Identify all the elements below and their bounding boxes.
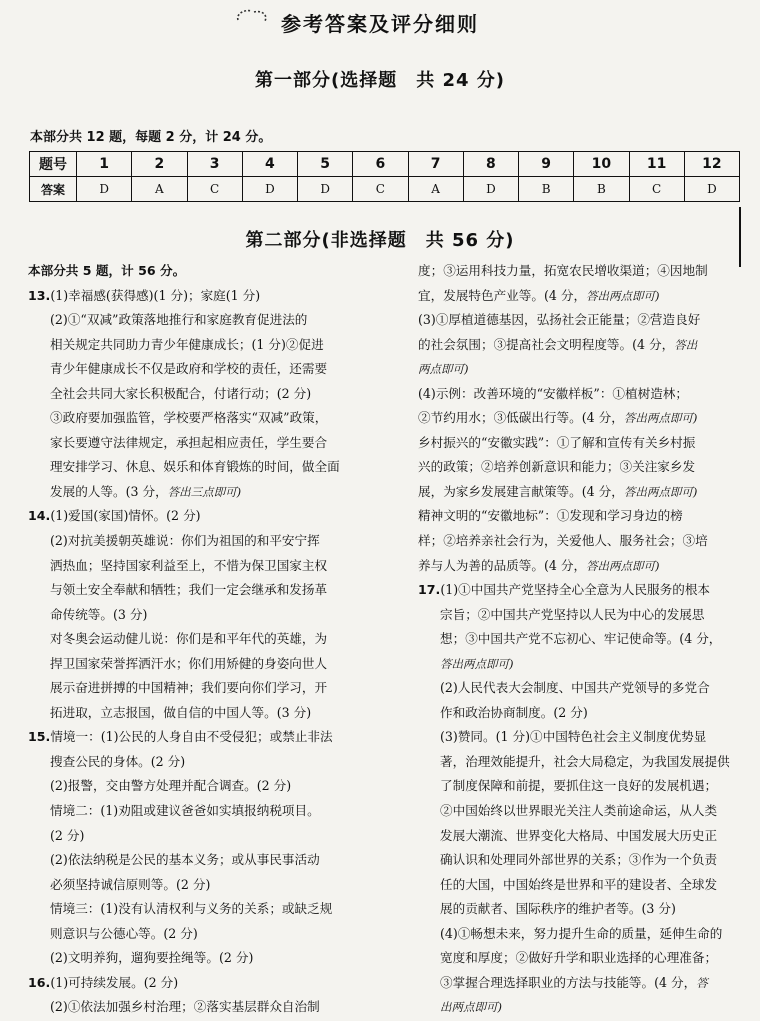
- row-label-answer: 答案: [30, 177, 77, 202]
- answer-line: [418, 848, 744, 873]
- answer-text: 捍卫国家荣誉挥洒汗水；你们用矫健的身姿向世人: [50, 655, 328, 671]
- answer-line: [418, 799, 744, 824]
- answer-text: 样；②培养亲社会行为，关爱他人、服务社会；③培: [418, 533, 708, 549]
- answer-line: [418, 603, 744, 628]
- answer-line: [418, 406, 744, 431]
- answer-line: [28, 284, 388, 309]
- answer-line: [28, 504, 388, 529]
- answer-line: [418, 284, 744, 309]
- answer-text: 想；③中国共产党不忘初心、牢记使命等。(4 分，: [440, 631, 722, 647]
- answer-line: [418, 971, 744, 996]
- answer-text: 宗旨；②中国共产党坚持以人民为中心的发展思: [440, 606, 705, 622]
- answer-line: [28, 431, 388, 456]
- answer-text: 则意识与公德心等。(2 分): [50, 925, 198, 941]
- answer-text: 宜，发展特色产业等。(4 分，: [418, 287, 587, 303]
- answer-line: [28, 652, 388, 677]
- answer-line: [418, 676, 744, 701]
- answer-cell: D: [298, 177, 353, 202]
- answer-text: (4)示例：改善环境的“安徽样板”：①植树造林；: [418, 385, 688, 401]
- answer-line: [28, 701, 388, 726]
- answer-line: [418, 554, 744, 579]
- answer-line: [28, 382, 388, 407]
- answer-line: [28, 406, 388, 431]
- answer-text: ②中国始终以世界眼光关注人类前途命运，从人类: [440, 803, 718, 819]
- answer-line: [418, 701, 744, 726]
- answer-text: 与领土安全奉献和牺牲；我们一定会继承和发扬革: [50, 582, 328, 598]
- answer-text: 拓进取，立志报国，做自信的中国人等。(3 分): [50, 704, 312, 720]
- question-number-cell: 9: [519, 152, 574, 177]
- answer-line: [418, 308, 744, 333]
- answer-text: 必须坚持诚信原则等。(2 分): [50, 876, 211, 892]
- scoring-note: 答出两点即可): [623, 484, 698, 499]
- answer-line: [28, 774, 388, 799]
- answer-text: (2 分): [50, 827, 85, 843]
- answer-line: [418, 897, 744, 922]
- answer-line: [28, 578, 388, 603]
- answer-text: 命传统等。(3 分): [50, 606, 148, 622]
- answer-text: 搜查公民的身体。(2 分): [50, 753, 186, 769]
- answer-line: [28, 676, 388, 701]
- scoring-note: 两点即可): [418, 362, 469, 377]
- scoring-note: 答出两点即可): [586, 558, 660, 573]
- answer-text: 对冬奥会运动健儿说：你们是和平年代的英雄，为: [50, 631, 328, 647]
- part2-heading: 第二部分(非选择题 共 56 分): [245, 230, 515, 251]
- answer-text: ③政府要加强监管，学校要严格落实“双减”政策，: [50, 410, 328, 426]
- answer-line: [28, 848, 388, 873]
- answer-table-answer-row: [30, 177, 740, 202]
- answer-text: (3)赞同。(1 分)①中国特色社会主义制度优势显: [440, 729, 707, 745]
- answer-text: 情境一：(1)公民的人身自由不受侵犯；或禁止非法: [50, 729, 333, 745]
- answer-text: 养与人为善的品质等。(4 分，: [418, 557, 587, 573]
- answer-line: [418, 627, 744, 652]
- answer-text: 情境三：(1)没有认清权利与义务的关系；或缺乏规: [50, 901, 333, 917]
- question-number-cell: 7: [408, 152, 463, 177]
- part1-heading: 第一部分(选择题 共 24 分): [254, 70, 506, 91]
- answer-text: (1)可持续发展。(2 分): [50, 974, 179, 990]
- question-number-cell: 8: [463, 152, 518, 177]
- answer-table: [29, 151, 740, 202]
- answer-text: 相关规定共同助力青少年健康成长；(1 分)②促进: [50, 336, 324, 352]
- answer-text: ③掌握合理选择职业的方法与技能等。(4 分，: [440, 974, 697, 990]
- question-number: 17.: [418, 582, 441, 598]
- answer-text: 展的贡献者、国际秩序的维护者等。(3 分): [440, 901, 676, 917]
- answer-line: [418, 750, 744, 775]
- answer-cell: C: [187, 177, 242, 202]
- answer-text: 兴的政策；②培养创新意识和能力；③关注家乡发: [418, 459, 696, 475]
- answer-line: [28, 455, 388, 480]
- answer-line: [28, 554, 388, 579]
- answer-text: 发展的人等。(3 分，: [50, 483, 168, 499]
- answer-line: [28, 799, 388, 824]
- answer-text: (1)幸福感(获得感)(1 分)；家庭(1 分): [50, 287, 261, 303]
- answer-cell: C: [353, 177, 408, 202]
- question-number-cell: 5: [298, 152, 353, 177]
- part2-note: 本部分共 5 题，计 56 分。: [28, 263, 186, 278]
- question-number: 15.: [28, 729, 51, 745]
- answer-text: 了制度保障和前提，要抓住这一良好的发展机遇；: [440, 778, 718, 794]
- question-number-cell: 3: [187, 152, 242, 177]
- left-answer-column: [28, 259, 388, 1020]
- answer-text: 宽度和厚度；②做好升学和职业选择的心理准备；: [440, 950, 718, 966]
- answer-line: [418, 774, 744, 799]
- answer-text: 度；③运用科技力量，拓宽农民增收渠道；④因地制: [418, 263, 708, 278]
- answer-line: [28, 824, 388, 849]
- question-number-cell: 12: [684, 152, 739, 177]
- answer-text: 作和政治协商制度。(2 分): [440, 704, 588, 720]
- answer-cell: D: [684, 177, 739, 202]
- answer-cell: D: [77, 177, 132, 202]
- answer-line: [28, 333, 388, 358]
- answer-text: (2)文明养狗，遛狗要拴绳等。(2 分): [50, 950, 254, 966]
- question-number-cell: 10: [574, 152, 629, 177]
- answer-line: [418, 480, 744, 505]
- answer-text: 展示奋进拼搏的中国精神；我们要向你们学习，开: [50, 680, 328, 696]
- answer-text: (2)人民代表大会制度、中国共产党领导的多党合: [440, 680, 710, 696]
- answer-text: (1)爱国(家国)情怀。(2 分): [50, 508, 201, 524]
- answer-text: (3)①厚植道德基因，弘扬社会正能量；②营造良好: [418, 312, 701, 328]
- scoring-note: 答出两点即可): [440, 656, 514, 671]
- answer-text: 青少年健康成长不仅是政府和学校的责任，还需要: [50, 361, 328, 377]
- answer-line: [28, 480, 388, 505]
- answer-line: [418, 529, 744, 554]
- answer-line: [28, 627, 388, 652]
- answer-text: 乡村振兴的“安徽实践”：①了解和宣传有关乡村振: [418, 434, 696, 450]
- question-number: 13.: [28, 287, 51, 303]
- answer-line: [418, 995, 744, 1020]
- answer-line: [418, 357, 744, 382]
- answer-text: (2)对抗美援朝英雄说：你们为祖国的和平安宁挥: [50, 533, 320, 549]
- answer-line: [28, 750, 388, 775]
- scoring-note: 出两点即可): [440, 1000, 502, 1015]
- answer-line: [28, 725, 388, 750]
- answer-text: 洒热血；坚持国家利益至上，不惜为保卫国家主权: [50, 557, 328, 573]
- answer-line: [418, 652, 744, 677]
- answer-cell: A: [132, 177, 187, 202]
- answer-text: ②节约用水；③低碳出行等。(4 分，: [418, 410, 624, 426]
- answer-line: [418, 431, 744, 456]
- answer-line: [28, 971, 388, 996]
- answer-text: 全社会共同大家长积极配合，付诸行动；(2 分): [50, 385, 312, 401]
- question-number: 14.: [28, 508, 51, 524]
- scoring-note: 答出: [674, 337, 698, 352]
- answer-line: [418, 333, 744, 358]
- part1-note: 本部分共 12 题，每题 2 分，计 24 分。: [30, 130, 272, 145]
- answer-line: [418, 824, 744, 849]
- answer-cell: D: [242, 177, 297, 202]
- answer-text: 任的大国，中国始终是世界和平的建设者、全球发: [440, 876, 718, 892]
- answer-line: [418, 578, 744, 603]
- answer-text: 情境二：(1)劝阻或建议爸爸如实填报纳税项目。: [50, 803, 320, 819]
- answer-cell: D: [463, 177, 518, 202]
- answer-text: 著，治理效能提升，社会大局稳定，为我国发展提供: [440, 753, 730, 769]
- answer-line: [418, 725, 744, 750]
- answer-text: 发展大潮流、世界变化大格局、中国发展大历史正: [440, 827, 718, 843]
- scoring-note: 答: [696, 975, 708, 990]
- question-number: 16.: [28, 974, 51, 990]
- question-number-cell: 2: [132, 152, 187, 177]
- answer-cell: A: [408, 177, 463, 202]
- answer-line: [28, 357, 388, 382]
- answer-cell: C: [629, 177, 684, 202]
- answer-line: [28, 308, 388, 333]
- question-number-cell: 1: [77, 152, 132, 177]
- answer-line: [418, 946, 744, 971]
- right-answer-column: [418, 259, 744, 1020]
- answer-line: [418, 455, 744, 480]
- answer-text: (4)①畅想未来，努力提升生命的质量，延伸生命的: [440, 925, 723, 941]
- question-number-cell: 11: [629, 152, 684, 177]
- answer-text: 确认识和处理同外部世界的关系；③作为一个负责: [440, 852, 718, 868]
- row-label-number: 题号: [30, 152, 77, 177]
- answer-line: [28, 873, 388, 898]
- answer-line: [28, 897, 388, 922]
- answer-text: 家长要遵守法律规定，承担起相应责任，学生要合: [50, 434, 328, 450]
- scoring-note: 答出三点即可): [167, 484, 242, 499]
- answer-text: 精神文明的“安徽地标”：①发现和学习身边的榜: [418, 508, 683, 524]
- answer-line: [28, 529, 388, 554]
- answer-text: (2)依法纳税是公民的基本义务；或从事民事活动: [50, 852, 320, 868]
- answer-line: [418, 259, 744, 284]
- answer-text: (2)①依法加强乡村治理；②落实基层群众自治制: [50, 999, 320, 1015]
- answer-table-number-row: [30, 152, 740, 177]
- answer-line: [418, 382, 744, 407]
- question-number-cell: 6: [353, 152, 408, 177]
- answer-text: 的社会氛围；③提高社会文明程度等。(4 分，: [418, 336, 675, 352]
- answer-line: [28, 995, 388, 1020]
- page-title: 参考答案及评分细则: [281, 12, 479, 36]
- answer-line: [28, 603, 388, 628]
- answer-text: (2)①“双减”政策落地推行和家庭教育促进法的: [50, 312, 308, 328]
- scoring-note: 答出两点即可): [586, 288, 660, 303]
- answer-line: [418, 504, 744, 529]
- answer-text: (2)报警，交由警方处理并配合调查。(2 分): [50, 778, 292, 794]
- answer-line: [28, 922, 388, 947]
- answer-text: 展，为家乡发展建言献策等。(4 分，: [418, 483, 624, 499]
- question-number-cell: 4: [242, 152, 297, 177]
- answer-line: [418, 873, 744, 898]
- answer-line: [418, 922, 744, 947]
- part2-note-line: [28, 259, 388, 284]
- answer-line: [28, 946, 388, 971]
- answer-text: (1)①中国共产党坚持全心全意为人民服务的根本: [440, 582, 711, 598]
- scoring-note: 答出两点即可): [623, 411, 698, 426]
- answer-cell: B: [519, 177, 574, 202]
- answer-text: 理安排学习、休息、娱乐和体育锻炼的时间，做全面: [50, 459, 340, 475]
- answer-cell: B: [574, 177, 629, 202]
